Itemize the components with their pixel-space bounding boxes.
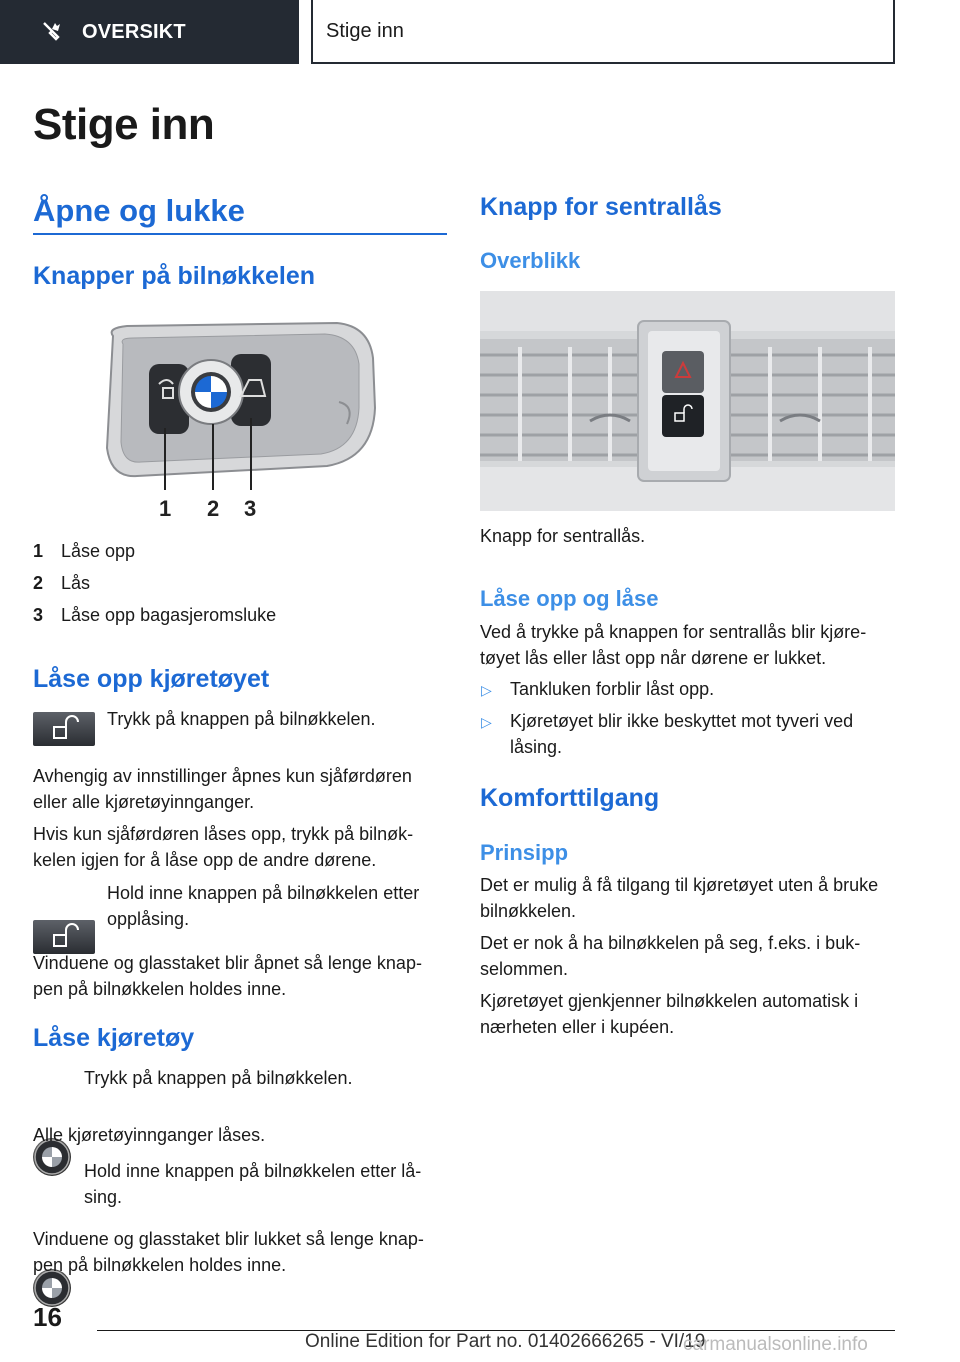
lock-hold-text: Hold inne knappen på bilnøkkelen etter lå-sing.	[84, 1161, 422, 1207]
key-button-list	[33, 535, 276, 631]
bullet-text: Kjøretøyet blir ikke beskyttet mot tyveri ved låsing.	[510, 711, 854, 757]
tab-overview-label: OVERSIKT	[82, 20, 186, 43]
unlock-hold-text: Hold inne knappen på bilnøkkelen etter opplåsing.	[107, 883, 420, 929]
list-text: Lås	[61, 572, 91, 593]
lock-unlock-title: Låse opp og låse	[480, 586, 659, 611]
list-item	[33, 535, 276, 567]
tab-overview[interactable]	[0, 0, 299, 64]
lock-press-text: Trykk på knappen på bilnøkkelen.	[84, 1068, 353, 1088]
callout-2: 2	[207, 496, 220, 521]
list-number: 3	[33, 604, 44, 625]
lock-paragraph-2: Vinduene og glasstaket blir lukket så lenge knap-pen på bilnøkkelen holdes inne.	[33, 1229, 424, 1275]
subsection-key-buttons: Knapper på bilnøkkelen	[33, 262, 316, 290]
unlock-button-icon	[33, 920, 95, 954]
section-rule	[33, 233, 447, 235]
bullet-triangle-icon: ▷	[481, 714, 492, 730]
section-title-central-lock: Knapp for sentrallås	[480, 193, 722, 221]
list-item	[480, 708, 895, 760]
tab-chapter-label: Stige inn	[326, 19, 404, 42]
list-item	[480, 676, 895, 702]
central-lock-button-photo	[480, 291, 895, 511]
unlock-paragraph-2: Hvis kun sjåførdøren låses opp, trykk på bilnøk-kelen igjen for å låse opp de andre dørene.	[33, 824, 414, 870]
tab-chapter[interactable]	[311, 0, 895, 64]
bullet-triangle-icon: ▷	[481, 682, 492, 698]
comfort-access-title: Komforttilgang	[480, 784, 660, 812]
page-number: 16	[33, 1302, 62, 1332]
overview-title: Overblikk	[480, 248, 581, 273]
list-text: Låse opp bagasjeromsluke	[61, 604, 277, 625]
list-text: Låse opp	[61, 540, 136, 561]
principle-paragraph-3: Kjøretøyet gjenkjenner bilnøkkelen automatisk i nærheten eller i kupéen.	[480, 991, 859, 1037]
principle-title: Prinsipp	[480, 840, 569, 865]
unlock-button-icon	[33, 712, 95, 746]
list-number: 1	[33, 540, 44, 561]
edition-text: Online Edition for Part no. 01402666265 - VI/19	[305, 1331, 706, 1352]
bullet-text: Tankluken forblir låst opp.	[510, 679, 715, 699]
list-item	[33, 599, 276, 631]
callout-3: 3	[244, 496, 257, 521]
principle-paragraph-1: Det er mulig å få tilgang til kjøretøyet uten å bruke bilnøkkelen.	[480, 875, 879, 921]
callout-1: 1	[159, 496, 172, 521]
principle-paragraph-2: Det er nok å ha bilnøkkelen på seg, f.eks. i buk-selommen.	[480, 933, 861, 979]
bullet-list	[480, 676, 895, 760]
lock-unlock-paragraph: Ved å trykke på knappen for sentrallås blir kjøre-tøyet lås eller låst opp når dørene er lukket.	[480, 622, 867, 668]
image-caption: Knapp for sentrallås.	[480, 526, 646, 546]
list-item	[33, 567, 276, 599]
lock-vehicle-title: Låse kjøretøy	[33, 1024, 195, 1052]
home-wrench-icon	[40, 19, 66, 45]
page-title: Stige inn	[33, 100, 215, 149]
unlock-paragraph-1: Avhengig av innstillinger åpnes kun sjåførdøren eller alle kjøretøyinnganger.	[33, 766, 412, 812]
unlock-press-text: Trykk på knappen på bilnøkkelen.	[107, 709, 376, 729]
lock-paragraph-1: Alle kjøretøyinnganger låses.	[33, 1125, 266, 1145]
list-number: 2	[33, 572, 44, 593]
section-title-open-close: Åpne og lukke	[33, 193, 245, 228]
key-fob-illustration	[97, 318, 387, 523]
unlock-vehicle-title: Låse opp kjøretøyet	[33, 665, 270, 693]
watermark: carmanualsonline.info	[683, 1334, 868, 1355]
unlock-paragraph-3: Vinduene og glasstaket blir åpnet så lenge knap-pen på bilnøkkelen holdes inne.	[33, 953, 422, 999]
